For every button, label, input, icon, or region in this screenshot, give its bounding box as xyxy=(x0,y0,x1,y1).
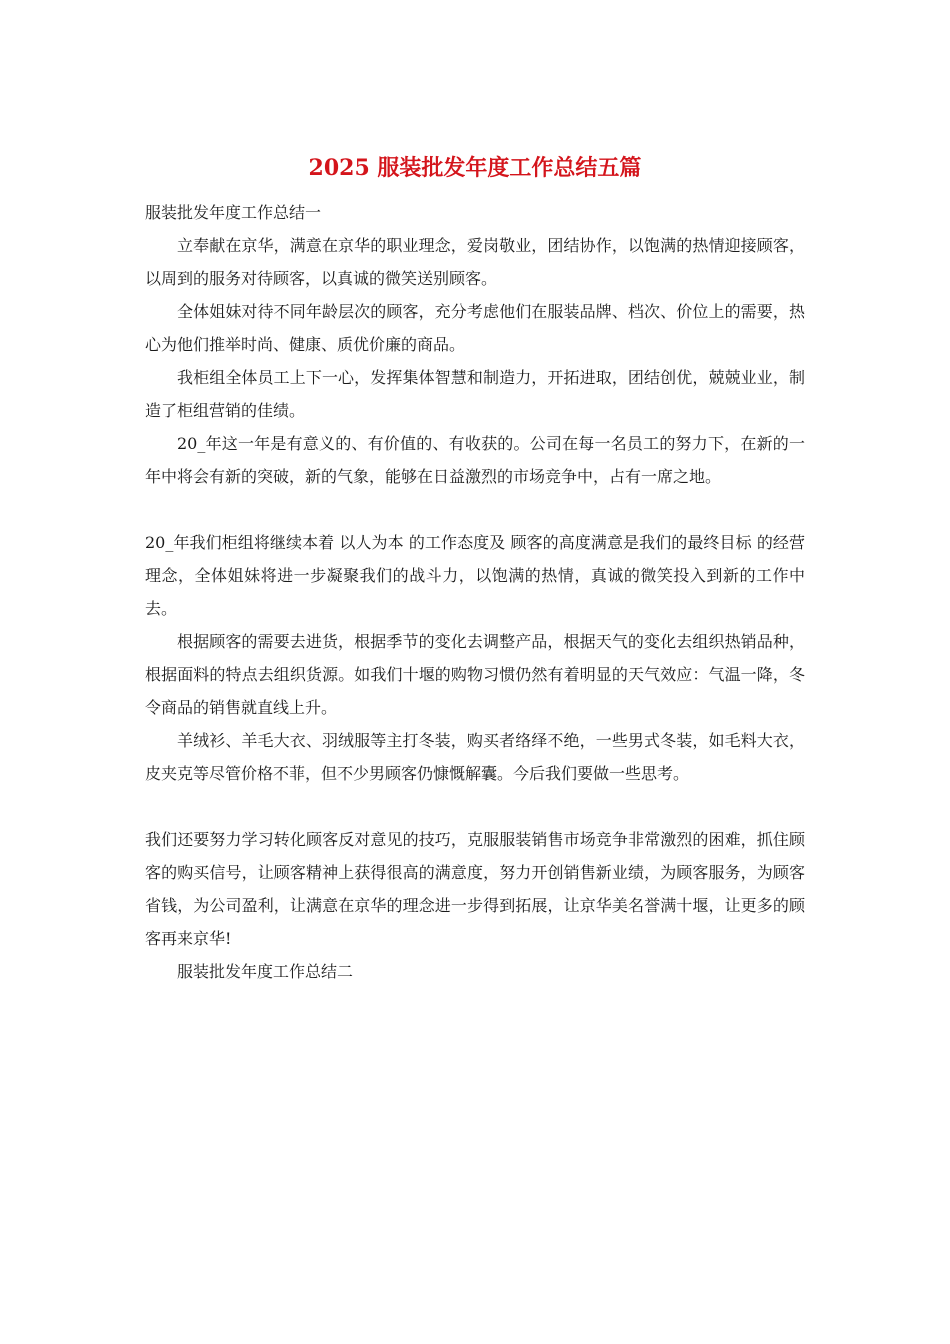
paragraph: 我柜组全体员工上下一心，发挥集体智慧和制造力，开拓进取，团结创优，兢兢业业，制造了柜组营销的佳绩。 xyxy=(145,368,805,420)
section-heading-1: 服装批发年度工作总结一 xyxy=(145,203,322,222)
paragraph: 我们还要努力学习转化顾客反对意见的技巧，克服服装销售市场竞争非常激烈的困难，抓住顾客的购买信号，让顾客精神上获得很高的满意度，努力开创销售新业绩，为顾客服务，为顾客省钱，为公司盈利，让满意在京华的理念进一步得到拓展，让京华美名誉满十堰，让更多的顾客再来京华! xyxy=(145,830,805,948)
document-body xyxy=(145,196,805,988)
paragraph: 全体姐妹对待不同年龄层次的顾客，充分考虑他们在服装品牌、档次、价位上的需要，热心为他们推举时尚、健康、质优价廉的商品。 xyxy=(145,302,805,354)
paragraph: 20_年这一年是有意义的、有价值的、有收获的。公司在每一名员工的努力下，在新的一年中将会有新的突破，新的气象，能够在日益激烈的市场竞争中，占有一席之地。 xyxy=(145,434,805,486)
paragraph: 根据顾客的需要去进货，根据季节的变化去调整产品，根据天气的变化去组织热销品种，根据面料的特点去组织货源。如我们十堰的购物习惯仍然有着明显的天气效应：气温一降，冬令商品的销售就直线上升。 xyxy=(145,632,805,717)
section-heading-2: 服装批发年度工作总结二 xyxy=(177,962,354,981)
paragraph: 羊绒衫、羊毛大衣、羽绒服等主打冬装，购买者络绎不绝，一些男式冬装，如毛料大衣，皮夹克等尽管价格不菲，但不少男顾客仍慷慨解囊。今后我们要做一些思考。 xyxy=(145,731,805,783)
paragraph: 20_年我们柜组将继续本着 以人为本 的工作态度及 顾客的高度满意是我们的最终目标 的经营理念，全体姐妹将进一步凝聚我们的战斗力，以饱满的热情，真诚的微笑投入到新的工作中去。 xyxy=(145,533,805,618)
document-title: 2025 服装批发年度工作总结五篇 xyxy=(308,155,642,181)
paragraph: 立奉献在京华，满意在京华的职业理念，爱岗敬业，团结协作，以饱满的热情迎接顾客，以周到的服务对待顾客，以真诚的微笑送别顾客。 xyxy=(145,236,805,288)
paragraph-spacer xyxy=(145,790,805,823)
paragraph-spacer xyxy=(145,493,805,526)
